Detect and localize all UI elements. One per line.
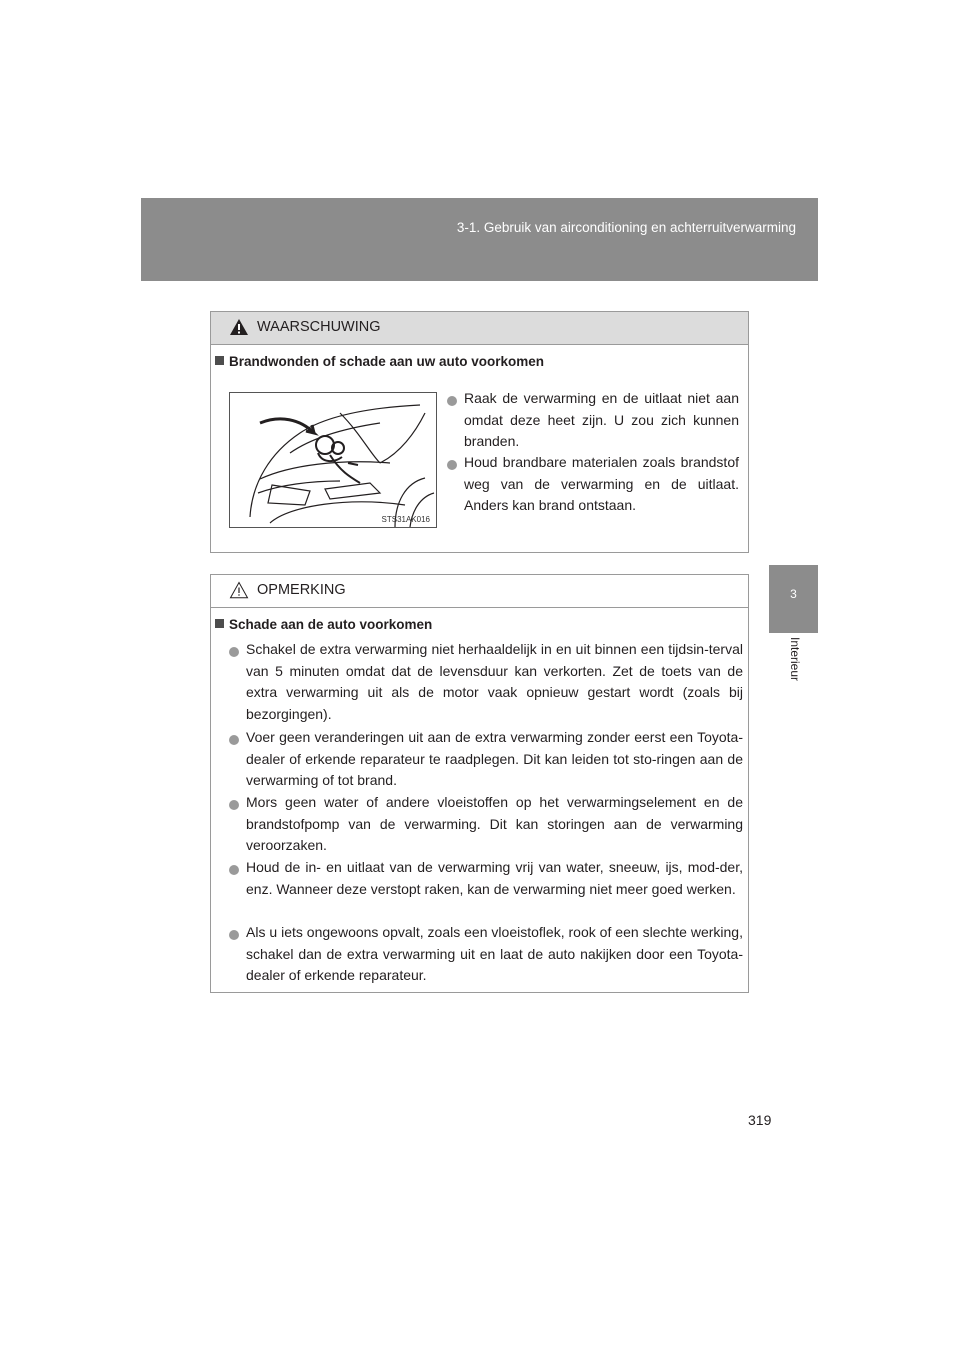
chapter-tab <box>769 565 818 633</box>
notice-bullet-4: Houd de in- en uitlaat van de verwarming vrij van water, sneeuw, ijs, mod-der, enz. Wanneer deze verstopt raken, kan de verwarming niet meer goed werken. <box>246 859 743 897</box>
section-title: 3-1. Gebruik van airconditioning en achterruitverwarming <box>456 220 796 235</box>
warning-bullet-1: Raak de verwarming en de uitlaat niet aan omdat deze heet zijn. U zou zich kunnen branden. <box>464 390 739 449</box>
caution-triangle-icon <box>229 581 249 599</box>
bullet-dot <box>447 460 457 470</box>
warning-triangle-icon <box>229 318 249 336</box>
bullet-dot <box>229 930 239 940</box>
warning-subheading-text: Brandwonden of schade aan uw auto voorkomen <box>229 354 545 369</box>
bullet-dot <box>229 800 239 810</box>
notice-bullet-3: Mors geen water of andere vloeistoffen op het verwarmingselement en de brandstofpomp van de verwarming. Dit kan storingen aan de verwarming veroorzaken. <box>246 794 743 853</box>
notice-subheading <box>215 617 432 632</box>
notice-box <box>210 574 749 993</box>
square-bullet-icon <box>215 619 224 628</box>
notice-bullet-5: Als u iets ongewoons opvalt, zoals een vloeistoflek, rook of een slechte werking, schakel dan de extra verwarming uit en laat de auto nakijken door een Toyota-dealer of erkende reparateur. <box>246 924 743 983</box>
page-number: 319 <box>748 1112 772 1128</box>
chapter-number: 3 <box>790 587 797 601</box>
warning-title: WAARSCHUWING <box>257 319 381 335</box>
chapter-label: Interieur <box>788 637 802 682</box>
notice-bullet-2: Voer geen veranderingen uit aan de extra verwarming zonder eerst een Toyota-dealer of erkende reparateur te raadplegen. Dit kan leiden tot sto-ringen aan de verwarming of tot brand. <box>246 729 743 788</box>
car-front-drawing <box>230 393 436 527</box>
car-heater-illustration <box>229 392 437 528</box>
section-header-band <box>141 198 818 281</box>
warning-subheading <box>215 354 544 369</box>
bullet-dot <box>229 865 239 875</box>
warning-box <box>210 311 749 553</box>
square-bullet-icon <box>215 356 224 365</box>
notice-subheading-text: Schade aan de auto voorkomen <box>229 617 433 632</box>
warning-bullet-2: Houd brandbare materialen zoals brandstof weg van de verwarming en de uitlaat. Anders kan brand ontstaan. <box>464 454 739 513</box>
bullet-dot <box>447 396 457 406</box>
notice-bullet-1: Schakel de extra verwarming niet herhaaldelijk in en uit binnen een tijdsin-terval van 5 minuten omdat dat de levensduur kan verkorten. Zet de toets van de extra verwarming uit als de motor vaak opnieuw gestart wordt (zoals bij bezorgingen). <box>246 641 743 722</box>
notice-box-header <box>211 575 748 608</box>
warning-box-header <box>211 312 748 345</box>
bullet-dot <box>229 735 239 745</box>
bullet-dot <box>229 647 239 657</box>
notice-title: OPMERKING <box>257 582 346 598</box>
illustration-code: STS31AK016 <box>381 515 430 524</box>
